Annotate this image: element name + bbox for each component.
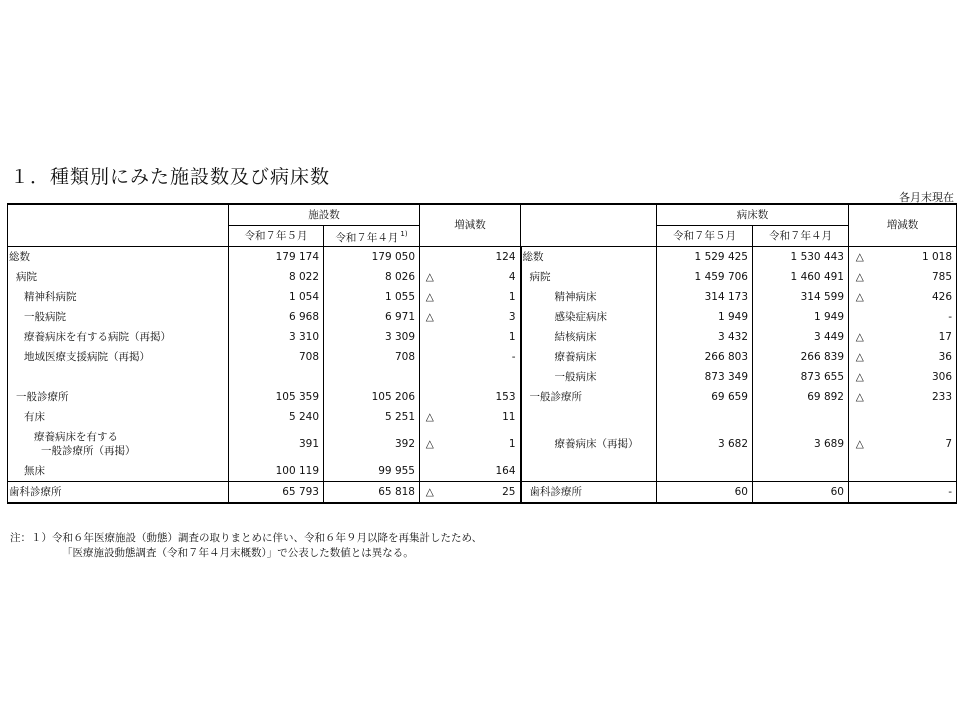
bed-april (753, 461, 849, 482)
bed-change-sign: △ (849, 267, 871, 287)
bed-may: 3 682 (657, 427, 753, 461)
bed-change: - (871, 482, 957, 504)
facility-may (229, 367, 324, 387)
facility-april: 392 (324, 427, 420, 461)
bed-change: 17 (938, 330, 952, 343)
bed-label: 感染症病床 (521, 307, 657, 327)
facility-may: 100 119 (229, 461, 324, 482)
bed-change-sign (849, 407, 871, 427)
header-fac-april: 令和７年４月 $^{1)}$ (324, 226, 420, 247)
bed-change-sign: △ (849, 387, 871, 407)
facility-change: 164 (495, 464, 516, 477)
table-row (8, 482, 957, 504)
facility-may: 1 054 (229, 287, 324, 307)
header-facilities-change: 増減数 (420, 204, 521, 247)
table-row (8, 367, 957, 387)
table-row (8, 407, 957, 427)
bed-change-sign (849, 482, 871, 504)
facility-change: 4 (508, 270, 516, 283)
facility-april: 99 955 (324, 461, 420, 482)
bed-label: 療養病床（再掲） (521, 427, 657, 461)
facility-change: 1 (508, 290, 516, 303)
bed-label: 結核病床 (521, 327, 657, 347)
facility-change-sign (420, 367, 440, 387)
bed-change: 785 (931, 270, 952, 283)
bed-may: 314 173 (657, 287, 753, 307)
bed-change-sign (849, 307, 871, 327)
bed-label: 歯科診療所 (521, 482, 657, 504)
bed-may: 69 659 (657, 387, 753, 407)
note-mark: 1) (400, 229, 408, 238)
bed-may: 3 432 (657, 327, 753, 347)
facility-may: 5 240 (229, 407, 324, 427)
facility-label: 一般病院 (24, 310, 66, 323)
table-row (8, 247, 957, 268)
facility-change-sign (420, 347, 440, 367)
bed-april: 1 949 (753, 307, 849, 327)
bed-april: 1 460 491 (753, 267, 849, 287)
facility-label (8, 427, 229, 461)
facility-change: 153 (495, 390, 516, 403)
bed-change-sign: △ (849, 327, 871, 347)
facility-april: 105 206 (324, 387, 420, 407)
facility-label: 地域医療支援病院（再掲） (24, 350, 150, 363)
bed-change-sign: △ (849, 287, 871, 307)
bed-change: 426 (931, 290, 952, 303)
bed-may: 60 (657, 482, 753, 504)
bed-label: 療養病床 (521, 347, 657, 367)
header-fac-may: 令和７年５月 (229, 226, 324, 247)
facility-change: 124 (440, 247, 521, 268)
facility-change: 25 (440, 482, 521, 504)
bed-april: 3 689 (753, 427, 849, 461)
facility-label: 療養病床を有する病院（再掲） (24, 330, 171, 343)
table-row (8, 327, 957, 347)
table-row (8, 347, 957, 367)
bed-april: 3 449 (753, 327, 849, 347)
facility-april: 708 (324, 347, 420, 367)
bed-label: 一般診療所 (521, 387, 657, 407)
bed-change (871, 407, 957, 427)
bed-label: 精神病床 (521, 287, 657, 307)
bed-may (657, 407, 753, 427)
bed-may: 1 529 425 (657, 247, 753, 268)
facility-label: 有床 (24, 410, 45, 423)
bed-april: 1 530 443 (753, 247, 849, 268)
facility-april: 6 971 (324, 307, 420, 327)
facility-may: 6 968 (229, 307, 324, 327)
as-of-label: 各月末現在 (899, 191, 954, 204)
bed-april: 69 892 (753, 387, 849, 407)
note-line-1: 注：１）令和６年医療施設（動態）調査の取りまとめに伴い、令和６年９月以降を再集計したため、 (10, 532, 483, 544)
facility-april (324, 367, 420, 387)
header-bed-may: 令和７年５月 (657, 226, 753, 247)
facility-change-sign: △ (420, 407, 440, 427)
bed-change: 7 (945, 437, 952, 450)
bed-label (521, 461, 657, 482)
bed-label: 総数 (521, 247, 657, 268)
bed-may: 873 349 (657, 367, 753, 387)
bed-change-sign: △ (849, 427, 871, 461)
bed-change: 36 (938, 350, 952, 363)
facility-april: 1 055 (324, 287, 420, 307)
facility-april: 65 818 (324, 482, 420, 504)
bed-change-sign: △ (849, 247, 871, 268)
facility-label-line2: 一般診療所（再掲） (41, 445, 136, 457)
facility-april: 8 026 (324, 267, 420, 287)
facilities-beds-table (7, 203, 957, 504)
facility-may: 391 (229, 427, 324, 461)
facility-change-sign (420, 327, 440, 347)
table-row (8, 427, 957, 461)
facility-change (440, 367, 521, 387)
bed-change: 1 018 (871, 247, 957, 268)
note-line-2: 「医療施設動態調査（令和７年４月末概数）」で公表した数値とは異なる。 (62, 547, 414, 559)
facility-label: 精神科病院 (24, 290, 77, 303)
facility-label: 無床 (24, 464, 45, 477)
facility-change-sign: △ (420, 267, 440, 287)
facility-may: 708 (229, 347, 324, 367)
facility-change-sign: △ (420, 482, 440, 504)
bed-may (657, 461, 753, 482)
facility-label: 歯科診療所 (8, 482, 229, 504)
table-row (8, 387, 957, 407)
facility-change: - (511, 350, 516, 363)
header-blank-right (521, 204, 657, 247)
bed-april: 314 599 (753, 287, 849, 307)
bed-may: 266 803 (657, 347, 753, 367)
bed-change-sign (849, 461, 871, 482)
bed-april: 60 (753, 482, 849, 504)
bed-label: 一般病床 (521, 367, 657, 387)
header-beds-change: 増減数 (849, 204, 957, 247)
bed-change: 233 (931, 390, 952, 403)
bed-change-sign: △ (849, 347, 871, 367)
facility-change-sign (420, 387, 440, 407)
bed-change: 306 (931, 370, 952, 383)
bed-april (753, 407, 849, 427)
bed-may: 1 459 706 (657, 267, 753, 287)
facility-change: 3 (508, 310, 516, 323)
table-row (8, 307, 957, 327)
facility-may: 179 174 (229, 247, 324, 268)
facility-april: 3 309 (324, 327, 420, 347)
header-facilities: 施設数 (229, 204, 420, 226)
facility-label: 総数 (8, 247, 229, 268)
table-row (8, 287, 957, 307)
bed-change: - (948, 310, 952, 323)
facility-change-sign: △ (420, 287, 440, 307)
facility-change-sign (420, 247, 440, 268)
facility-change-sign: △ (420, 427, 440, 461)
table-row (8, 267, 957, 287)
bed-label: 病院 (521, 267, 657, 287)
facility-change: 1 (508, 330, 516, 343)
facility-label: 一般診療所 (16, 390, 69, 403)
page-title: １．種類別にみた施設数及び病床数 (10, 166, 331, 188)
bed-april: 873 655 (753, 367, 849, 387)
facility-may: 8 022 (229, 267, 324, 287)
facility-change: 1 (508, 437, 516, 450)
facility-change: 11 (502, 410, 516, 423)
bed-may: 1 949 (657, 307, 753, 327)
facility-label: 病院 (16, 270, 37, 283)
facility-april: 5 251 (324, 407, 420, 427)
facility-may: 3 310 (229, 327, 324, 347)
table-row (8, 461, 957, 482)
facility-label (8, 367, 229, 387)
facility-change-sign (420, 461, 440, 482)
facility-may: 105 359 (229, 387, 324, 407)
header-bed-april: 令和７年４月 (753, 226, 849, 247)
header-beds: 病床数 (657, 204, 849, 226)
facility-change-sign: △ (420, 307, 440, 327)
facility-label-line1: 療養病床を有する (34, 431, 118, 443)
bed-change-sign: △ (849, 367, 871, 387)
header-blank-left (8, 204, 229, 247)
bed-change (871, 461, 957, 482)
facility-april: 179 050 (324, 247, 420, 268)
facility-may: 65 793 (229, 482, 324, 504)
bed-label (521, 407, 657, 427)
bed-april: 266 839 (753, 347, 849, 367)
